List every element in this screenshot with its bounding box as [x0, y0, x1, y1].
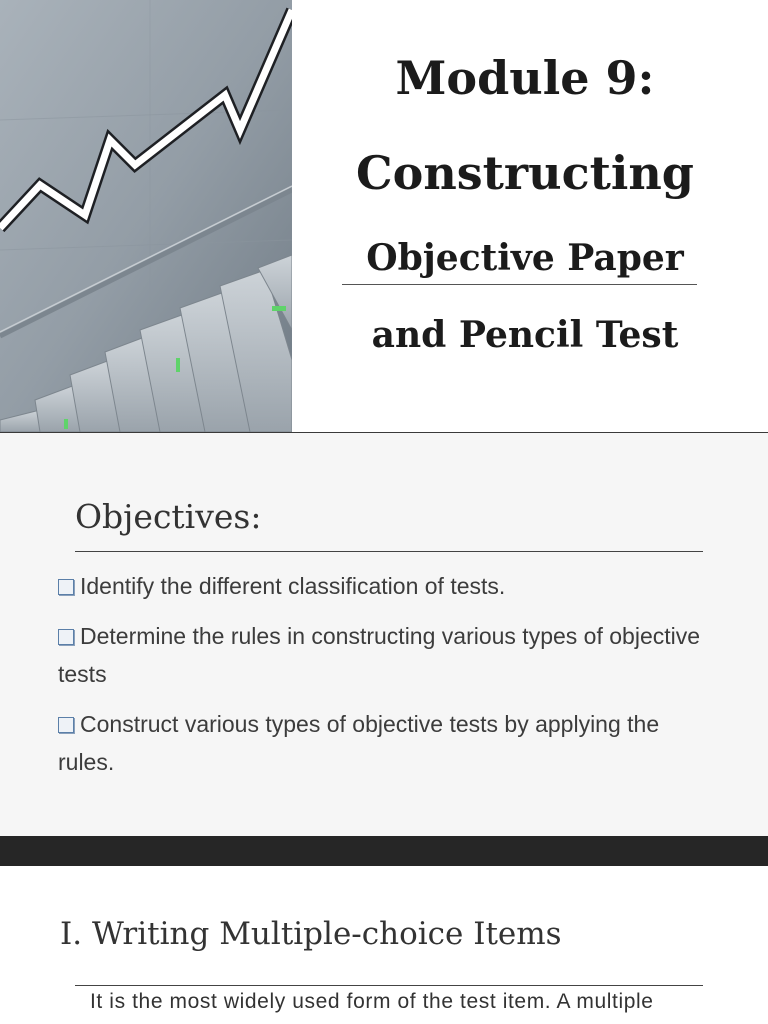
- title-line-4: and Pencil Test: [371, 314, 679, 356]
- objective-text: Identify the different classification of tests.: [80, 573, 506, 599]
- list-item: [58, 705, 718, 781]
- section-body-text: It is the most widely used form of the test item. A multiple: [90, 990, 654, 1013]
- list-item: [58, 617, 718, 693]
- title-line-3: Objective Paper: [366, 237, 684, 279]
- objectives-slide: [0, 433, 768, 836]
- checkbox-bullet-icon: [58, 629, 74, 645]
- title-line-2: Constructing: [356, 146, 694, 200]
- section-divider: [75, 985, 703, 986]
- objectives-divider: [75, 551, 703, 552]
- title-underline: [342, 284, 697, 285]
- objective-text: Determine the rules in constructing various types of objective tests: [58, 623, 701, 687]
- list-item: [58, 567, 718, 605]
- objectives-list: [58, 567, 718, 793]
- checkbox-bullet-icon: [58, 717, 74, 733]
- section-heading: I. Writing Multiple-choice Items: [60, 916, 562, 952]
- multiple-choice-slide: [0, 866, 768, 1024]
- slide-separator: [0, 836, 768, 866]
- stairs-growth-chart-image: [0, 0, 292, 432]
- title-line-1: Module 9:: [395, 51, 655, 105]
- checkbox-bullet-icon: [58, 579, 74, 595]
- objectives-heading: Objectives:: [75, 497, 262, 536]
- title-slide: [0, 0, 768, 433]
- objective-text: Construct various types of objective tests by applying the rules.: [58, 711, 660, 775]
